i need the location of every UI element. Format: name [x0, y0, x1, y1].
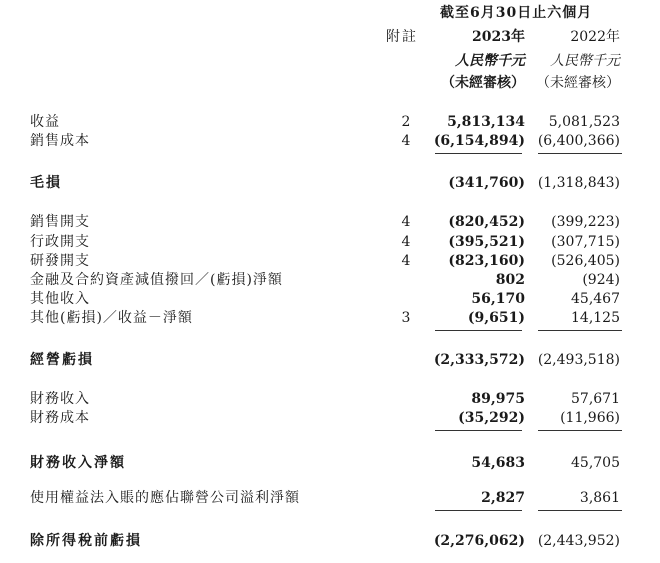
table-row: [0, 232, 660, 252]
value-2022: (1,318,843): [537, 175, 620, 191]
table-row: [0, 212, 660, 232]
value-2023: (341,760): [448, 175, 525, 191]
table-row: [0, 173, 660, 193]
value-2022: 45,467: [571, 291, 620, 307]
table-row: [0, 453, 660, 473]
currency-2022-header: 人民幣千元: [550, 53, 620, 69]
value-2023: 2,827: [481, 490, 525, 506]
value-2022: 45,705: [571, 455, 620, 471]
period-heading: 截至6月30日止六個月: [440, 5, 593, 21]
subtotal-rule: [435, 330, 522, 331]
value-2023: 56,170: [471, 291, 525, 307]
value-2023: 89,975: [471, 391, 525, 407]
value-2022: 14,125: [571, 310, 620, 326]
row-note: 4: [401, 214, 411, 230]
value-2022: 57,671: [571, 391, 620, 407]
row-label: 除所得稅前虧損: [30, 533, 142, 549]
row-label: 財務成本: [30, 410, 90, 426]
table-row: [0, 350, 660, 370]
value-2022: (2,443,952): [537, 533, 620, 549]
row-label: 銷售成本: [30, 133, 90, 149]
value-2023: 5,813,134: [447, 114, 525, 130]
audit-2022-header: （未經審核）: [536, 75, 620, 91]
value-2022: (526,405): [551, 253, 620, 269]
subtotal-rule: [435, 510, 522, 511]
row-label: 使用權益法入賬的應佔聯營公司溢利淨額: [30, 490, 300, 506]
value-2022: (924): [582, 272, 620, 288]
row-label: 金融及合約資產減值撥回／(虧損)淨額: [30, 272, 283, 288]
value-2023: (6,154,894): [433, 133, 525, 149]
table-row: [0, 308, 660, 328]
subtotal-rule: [435, 430, 522, 431]
row-label: 其他(虧損)／收益－淨額: [30, 310, 193, 326]
row-label: 行政開支: [30, 234, 90, 250]
value-2022: (2,493,518): [537, 352, 620, 368]
audit-2023-header: （未經審核）: [441, 75, 525, 91]
row-note: 4: [401, 234, 411, 250]
value-2023: 54,683: [471, 455, 525, 471]
subtotal-rule: [435, 153, 522, 154]
row-label: 財務收入淨額: [30, 455, 126, 471]
value-2022: (6,400,366): [537, 133, 620, 149]
value-2023: (35,292): [458, 410, 525, 426]
table-row: [0, 531, 660, 551]
value-2022: 5,081,523: [548, 114, 620, 130]
year-2023-header: 2023年: [472, 29, 525, 45]
value-2023: 802: [495, 272, 525, 288]
value-2023: (823,160): [448, 253, 525, 269]
table-row: [0, 408, 660, 428]
value-2023: (820,452): [448, 214, 525, 230]
currency-2023-header: 人民幣千元: [455, 53, 525, 69]
year-2022-header: 2022年: [570, 29, 620, 45]
table-row: [0, 251, 660, 271]
row-note: 2: [401, 114, 411, 130]
row-label: 其他收入: [30, 291, 90, 307]
table-row: [0, 289, 660, 309]
value-2023: (9,651): [467, 310, 525, 326]
table-row: [0, 270, 660, 290]
table-row: [0, 389, 660, 409]
row-note: 4: [401, 253, 411, 269]
value-2022: 3,861: [579, 490, 620, 506]
subtotal-rule: [538, 510, 622, 511]
value-2023: (395,521): [448, 234, 525, 250]
value-2022: (307,715): [551, 234, 620, 250]
table-row: [0, 488, 660, 508]
row-label: 銷售開支: [30, 214, 90, 230]
row-label: 毛損: [30, 175, 62, 191]
note-column-header: 附註: [386, 29, 418, 45]
value-2022: (399,223): [551, 214, 620, 230]
row-note: 3: [401, 310, 411, 326]
subtotal-rule: [538, 153, 622, 154]
subtotal-rule: [538, 430, 622, 431]
value-2023: (2,276,062): [433, 533, 525, 549]
table-row: [0, 131, 660, 151]
row-label: 研發開支: [30, 253, 90, 269]
row-label: 經營虧損: [30, 352, 94, 368]
row-label: 收益: [30, 114, 60, 130]
row-label: 財務收入: [30, 391, 90, 407]
value-2023: (2,333,572): [433, 352, 525, 368]
row-note: 4: [401, 133, 411, 149]
table-row: [0, 112, 660, 132]
value-2022: (11,966): [560, 410, 620, 426]
subtotal-rule: [538, 330, 622, 331]
